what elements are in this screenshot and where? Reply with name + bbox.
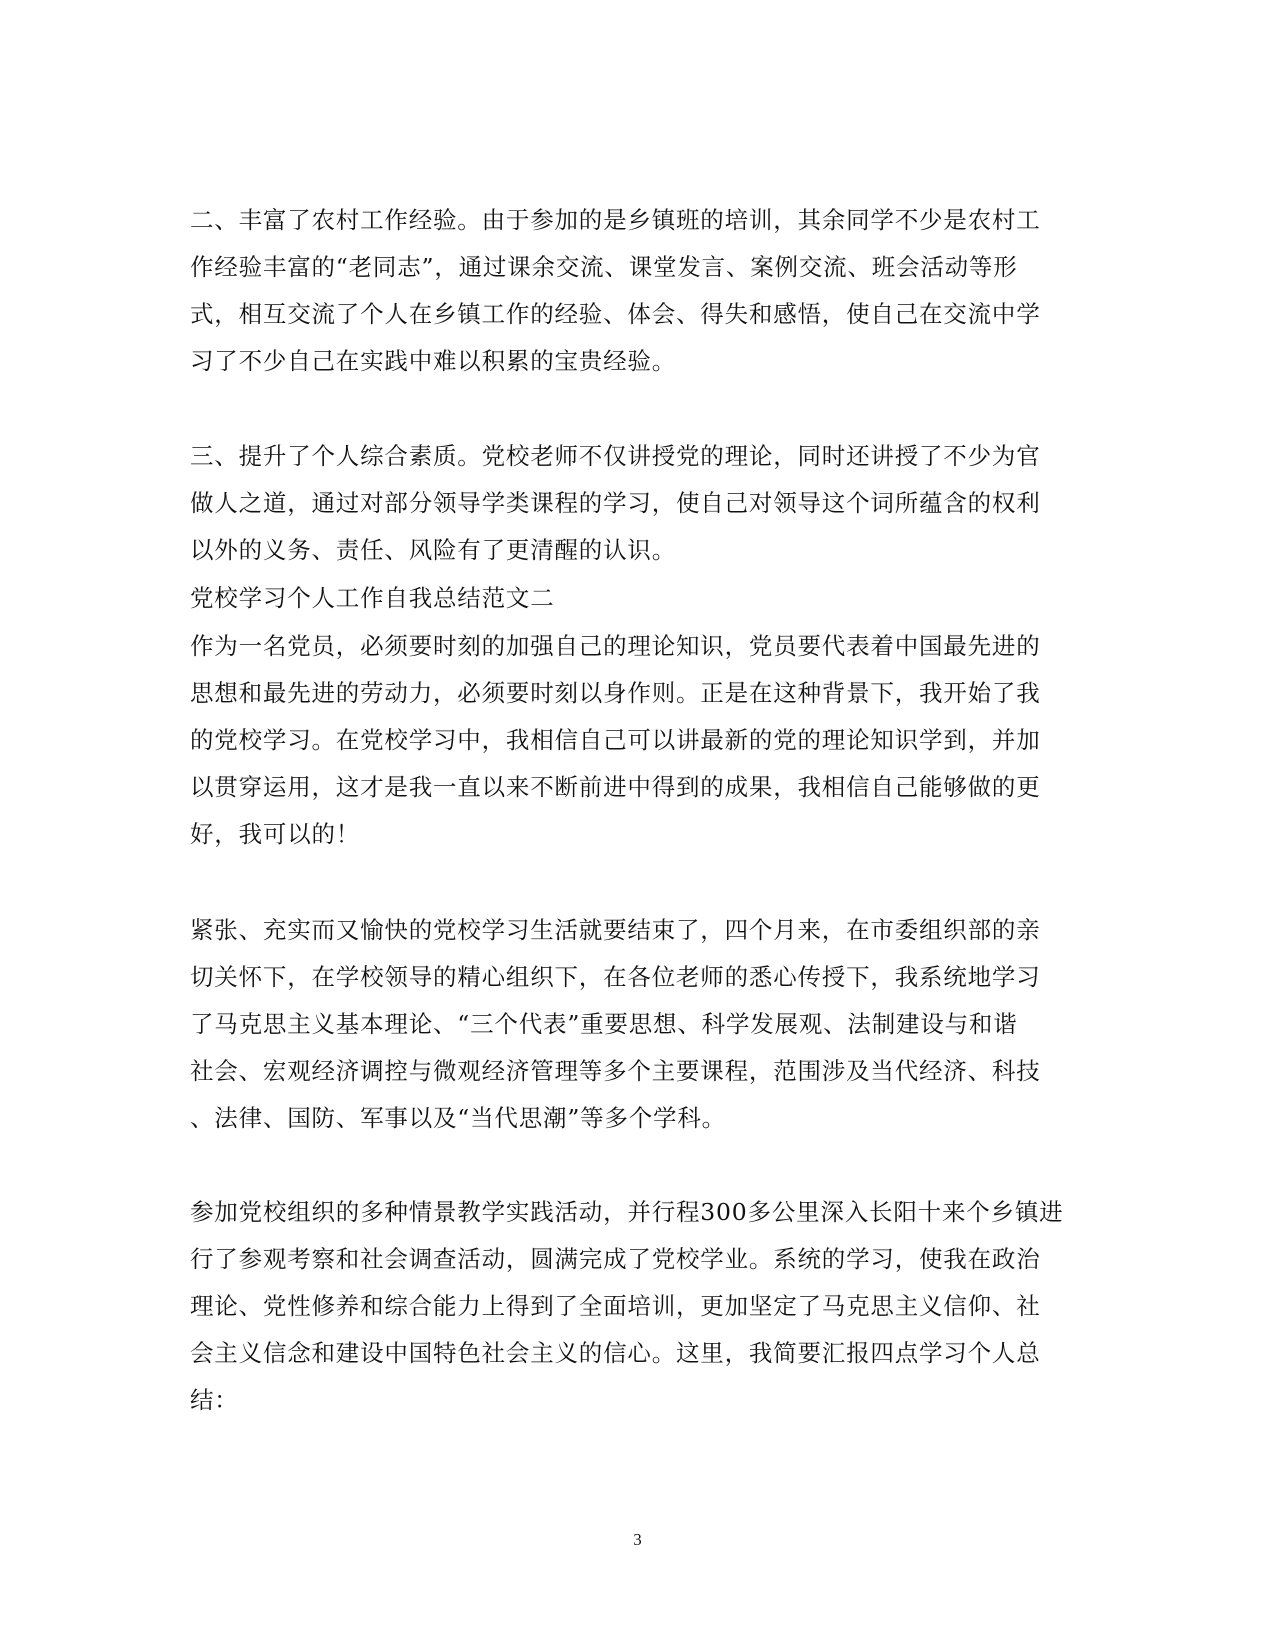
paragraph-5-line-5: 、法律、国防、军事以及“当代思潮”等多个学科。	[190, 1104, 726, 1132]
paragraph-4-line-2: 思想和最先进的劳动力，必须要时刻以身作则。正是在这种背景下，我开始了我	[190, 679, 1041, 707]
paragraph-4-line-3: 的党校学习。在党校学习中，我相信自己可以讲最新的党的理论知识学到，并加	[190, 726, 1041, 754]
page-number: 3	[633, 1530, 642, 1549]
paragraph-2-line-4: 习了不少自己在实践中难以积累的宝贵经验。	[190, 347, 676, 375]
paragraph-3-line-3: 以外的义务、责任、风险有了更清醒的认识。	[190, 536, 676, 564]
paragraph-2-line-1: 二、丰富了农村工作经验。由于参加的是乡镇班的培训，其余同学不少是农村工	[190, 206, 1041, 234]
paragraph-3-line-1: 三、提升了个人综合素质。党校老师不仅讲授党的理论，同时还讲授了不少为官	[190, 442, 1041, 470]
paragraph-4-line-1: 作为一名党员，必须要时刻的加强自己的理论知识，党员要代表着中国最先进的	[190, 632, 1041, 660]
paragraph-6-line-3: 理论、党性修养和综合能力上得到了全面培训，更加坚定了马克思主义信仰、社	[190, 1292, 1041, 1320]
paragraph-6-line-4: 会主义信念和建设中国特色社会主义的信心。这里，我简要汇报四点学习个人总	[190, 1339, 1041, 1367]
paragraph-6-line-1: 参加党校组织的多种情景教学实践活动，并行程300多公里深入长阳十来个乡镇进	[190, 1198, 1064, 1226]
paragraph-5-line-2: 切关怀下，在学校领导的精心组织下，在各位老师的悉心传授下，我系统地学习	[190, 963, 1041, 991]
paragraph-6-line-5: 结：	[190, 1386, 239, 1414]
paragraph-3-line-2: 做人之道，通过对部分领导学类课程的学习，使自己对领导这个词所蕴含的权利	[190, 489, 1041, 517]
paragraph-6-line-2: 行了参观考察和社会调查活动，圆满完成了党校学业。系统的学习，使我在政治	[190, 1245, 1041, 1273]
paragraph-2-line-2: 作经验丰富的“老同志”，通过课余交流、课堂发言、案例交流、班会活动等形	[190, 253, 1018, 281]
paragraph-5-line-1: 紧张、充实而又愉快的党校学习生活就要结束了，四个月来，在市委组织部的亲	[190, 916, 1041, 944]
paragraph-4-line-4: 以贯穿运用，这才是我一直以来不断前进中得到的成果，我相信自己能够做的更	[190, 773, 1041, 801]
section-heading: 党校学习个人工作自我总结范文二	[190, 584, 555, 612]
paragraph-5-line-3: 了马克思主义基本理论、“三个代表”重要思想、科学发展观、法制建设与和谐	[190, 1010, 1018, 1038]
paragraph-2-line-3: 式，相互交流了个人在乡镇工作的经验、体会、得失和感悟，使自己在交流中学	[190, 300, 1041, 328]
paragraph-4-line-5: 好，我可以的！	[190, 820, 361, 848]
paragraph-5-line-4: 社会、宏观经济调控与微观经济管理等多个主要课程，范围涉及当代经济、科技	[190, 1057, 1041, 1085]
